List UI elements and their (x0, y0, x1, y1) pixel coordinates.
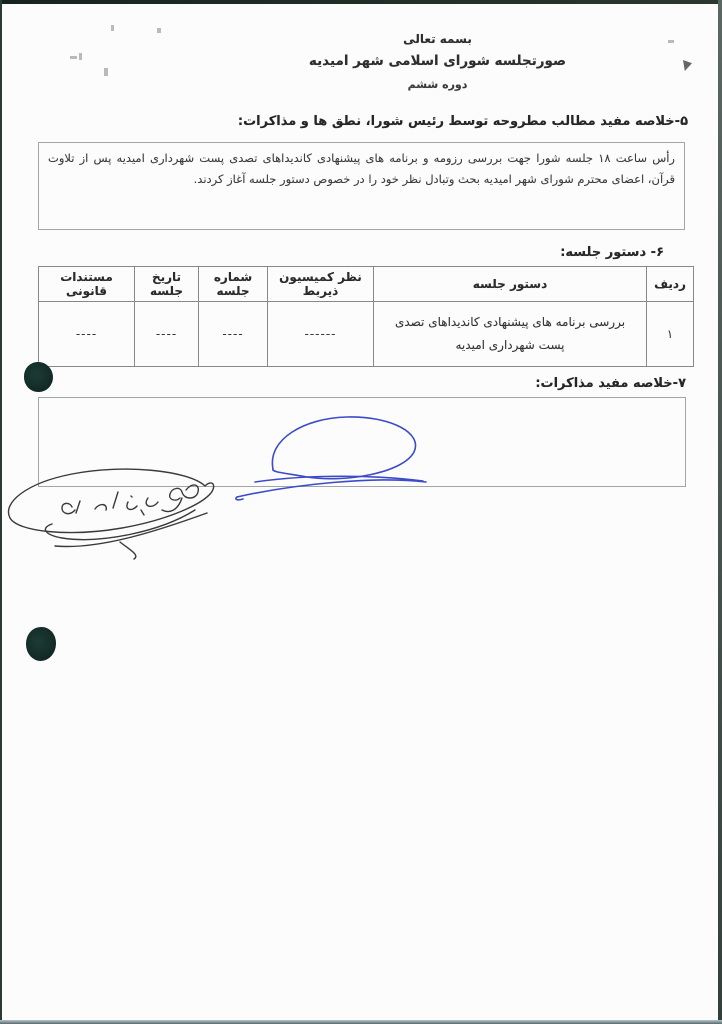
col-header-agenda: دستور جلسه (374, 267, 647, 302)
agenda-table-header-row (39, 267, 694, 302)
col-header-session-date: تاریخ جلسه (135, 267, 199, 302)
document-header (295, 32, 580, 91)
section5-summary-text: رأس ساعت ۱۸ جلسه شورا جهت بررسی رزومه و برنامه های پیشنهادی کاندیداهای تصدی پست شهرداری امیدیه پس از تلاوت قرآن، اعضای محترم شورای شهر امیدیه بحث وتبادل نظر خود را در خصوص دستور جلسه آغاز کردند. (48, 151, 675, 186)
punch-hole-top (24, 362, 53, 392)
section7-heading: ۷-خلاصه مفید مذاکرات: (535, 376, 686, 391)
col-header-legal-documents: مستندات قانونی (39, 267, 135, 302)
cell-commission-opinion: ------ (268, 302, 374, 367)
cell-radif: ۱ (647, 302, 694, 367)
document-title: صورتجلسه شورای اسلامی شهر امیدیه (308, 53, 567, 69)
cell-legal-documents: ---- (39, 302, 135, 367)
cell-session-number: ---- (199, 302, 268, 367)
bismillah-line: بسمه تعالی (403, 32, 472, 46)
section5-summary-box (38, 142, 685, 230)
scan-speck (668, 40, 674, 43)
punch-hole-bottom (26, 627, 56, 661)
scan-speck (111, 25, 114, 31)
scan-speck (70, 56, 77, 59)
scan-speck (79, 53, 82, 60)
cell-agenda: بررسی برنامه های پیشنهادی کاندیداهای تصدی پست شهرداری امیدیه (374, 302, 647, 367)
scan-edge-right (718, 0, 722, 1024)
scan-speck (683, 60, 692, 71)
agenda-table-row (39, 302, 694, 367)
scan-speck (157, 28, 161, 33)
col-header-radif: ردیف (647, 267, 694, 302)
section7-summary-box (38, 397, 686, 487)
agenda-table (38, 266, 694, 367)
scan-edge-bottom (0, 1020, 722, 1024)
section5-heading: ۵-خلاصه مفید مطالب مطروحه توسط رئیس شورا، نطق ها و مذاکرات: (237, 114, 688, 129)
scan-edge-top (0, 0, 722, 4)
scan-speck (104, 68, 108, 76)
scan-edge-left (0, 0, 2, 1024)
col-header-session-number: شماره جلسه (199, 267, 268, 302)
col-header-commission-opinion: نظر کمیسیون ذیربط (268, 267, 374, 302)
cell-session-date: ---- (135, 302, 199, 367)
section6-heading: ۶- دستور جلسه: (560, 245, 664, 260)
council-term-label: دوره ششم (407, 78, 468, 91)
